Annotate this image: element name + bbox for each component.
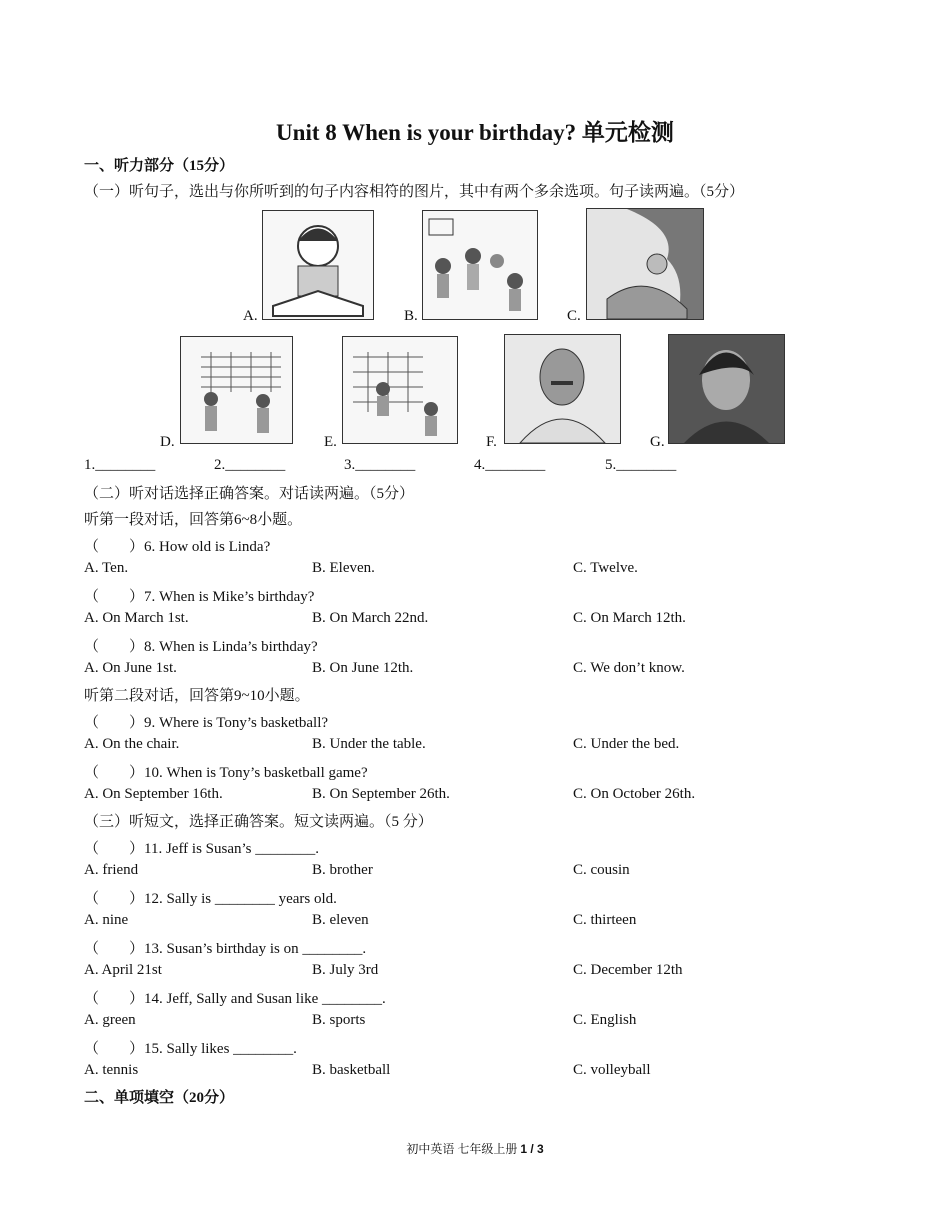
answer-blank-4[interactable]: 4.________	[474, 457, 546, 473]
picture-label-b: B.	[404, 308, 418, 324]
option-c[interactable]: C. Under the bed.	[573, 736, 680, 752]
option-c[interactable]: C. cousin	[573, 862, 630, 878]
page-footer	[0, 1140, 950, 1157]
option-a[interactable]: A. On March 1st.	[84, 610, 189, 626]
option-a[interactable]: A. friend	[84, 862, 139, 878]
question-7: （ ）7. When is Mike’s birthday?	[84, 589, 315, 605]
picture-label-g: G.	[650, 434, 665, 450]
option-c[interactable]: C. Twelve.	[573, 560, 638, 576]
picture-a-boy-reading	[262, 210, 374, 320]
question-9: （ ）9. Where is Tony’s basketball?	[84, 715, 329, 731]
option-b[interactable]: B. basketball	[312, 1062, 391, 1078]
option-a[interactable]: A. April 21st	[84, 962, 162, 978]
question-11: （ ）11. Jeff is Susan’s ________.	[84, 841, 320, 857]
question-14: （ ）14. Jeff, Sally and Susan like ________.	[84, 991, 386, 1007]
option-a[interactable]: A. On June 1st.	[84, 660, 177, 676]
picture-label-f: F.	[486, 434, 497, 450]
option-b[interactable]: B. brother	[312, 862, 373, 878]
option-b[interactable]: B. On September 26th.	[312, 786, 450, 802]
option-a[interactable]: A. tennis	[84, 1062, 139, 1078]
question-13: （ ）13. Susan’s birthday is on ________.	[84, 941, 367, 957]
picture-b-basketball	[422, 210, 538, 320]
option-c[interactable]: C. On March 12th.	[573, 610, 686, 626]
option-c[interactable]: C. We don’t know.	[573, 660, 685, 676]
option-b[interactable]: B. On June 12th.	[312, 660, 414, 676]
option-a[interactable]: A. On the chair.	[84, 736, 180, 752]
option-b[interactable]: B. eleven	[312, 912, 369, 928]
option-c[interactable]: C. thirteen	[573, 912, 637, 928]
option-a[interactable]: A. green	[84, 1012, 136, 1028]
option-b[interactable]: B. On March 22nd.	[312, 610, 429, 626]
option-b[interactable]: B. Eleven.	[312, 560, 375, 576]
section-heading-single-choice: 二、单项填空（20分）	[84, 1090, 235, 1106]
question-15: （ ）15. Sally likes ________.	[84, 1041, 297, 1057]
picture-e-soccer	[342, 336, 458, 444]
part3-instruction: （三）听短文，选择正确答案。短文读两遍。（5 分）	[84, 814, 433, 830]
option-a[interactable]: A. Ten.	[84, 560, 129, 576]
question-6: （ ）6. How old is Linda?	[84, 539, 271, 555]
option-c[interactable]: C. volleyball	[573, 1062, 651, 1078]
part1-instruction: （一）听句子，选出与你所听到的句子内容相符的图片，其中有两个多余选项。句子读两遍。（5分）	[84, 184, 745, 200]
answer-blank-2[interactable]: 2.________	[214, 457, 286, 473]
picture-f-portrait-man	[504, 334, 621, 444]
option-c[interactable]: C. December 12th	[573, 962, 683, 978]
option-a[interactable]: A. On September 16th.	[84, 786, 223, 802]
question-8: （ ）8. When is Linda’s birthday?	[84, 639, 318, 655]
picture-label-e: E.	[324, 434, 337, 450]
option-b[interactable]: B. sports	[312, 1012, 366, 1028]
picture-label-d: D.	[160, 434, 175, 450]
dialog1-instruction: 听第一段对话，回答第6~8小题。	[84, 512, 303, 528]
option-b[interactable]: B. July 3rd	[312, 962, 379, 978]
picture-d-volleyball	[180, 336, 293, 444]
option-c[interactable]: C. On October 26th.	[573, 786, 696, 802]
picture-label-c: C.	[567, 308, 581, 324]
section-heading-listening: 一、听力部分（15分）	[84, 158, 235, 174]
question-10: （ ）10. When is Tony’s basketball game?	[84, 765, 368, 781]
picture-g-portrait-young-man	[668, 334, 785, 444]
part2-instruction: （二）听对话选择正确答案。对话读两遍。（5分）	[84, 486, 415, 502]
option-c[interactable]: C. English	[573, 1012, 637, 1028]
question-12: （ ）12. Sally is ________ years old.	[84, 891, 337, 907]
option-b[interactable]: B. Under the table.	[312, 736, 426, 752]
page-title: Unit 8 When is your birthday? 单元检测	[276, 120, 674, 145]
dialog2-instruction: 听第二段对话，回答第9~10小题。	[84, 688, 310, 704]
option-a[interactable]: A. nine	[84, 912, 129, 928]
answer-blank-3[interactable]: 3.________	[344, 457, 416, 473]
answer-blank-5[interactable]: 5.________	[605, 457, 677, 473]
answer-blank-1[interactable]: 1.________	[84, 457, 156, 473]
picture-c-historical-figure	[586, 208, 704, 320]
footer-text: 初中英语 七年级上册	[406, 1142, 521, 1156]
picture-label-a: A.	[243, 308, 258, 324]
page-number: 1 / 3	[520, 1142, 544, 1156]
